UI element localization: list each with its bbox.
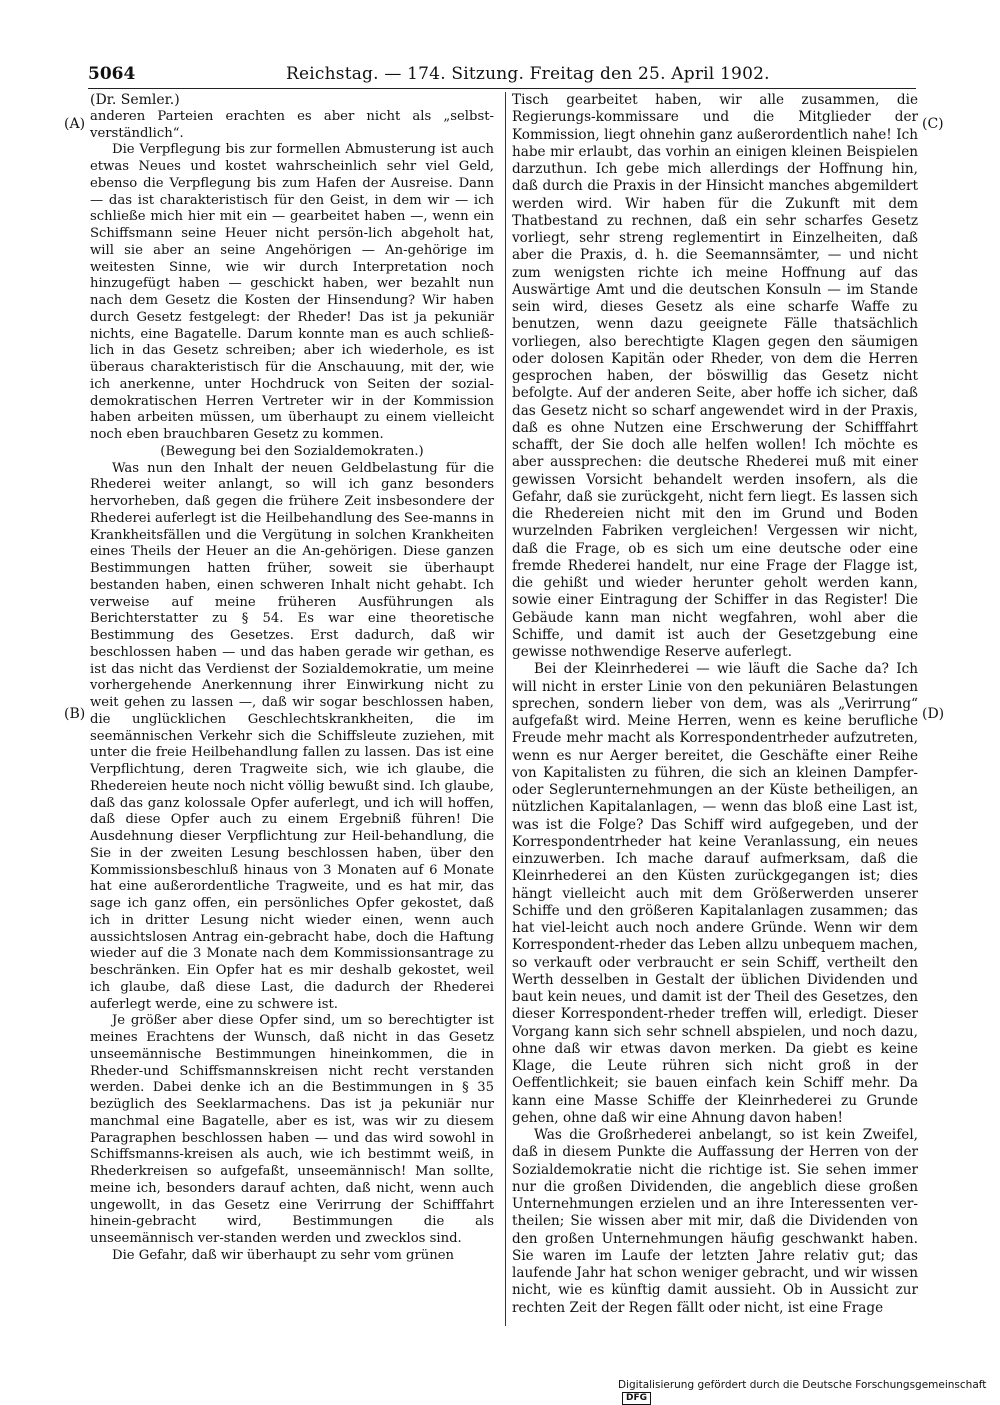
- paragraph: Die Verpflegung bis zur formellen Abmusterung ist auch etwas Neues und kostet wahrscheinlich sehr viel Geld, ebenso die Verpflegung bis zum Hafen der Ausreise. Dann — das ist charakteristisch für den Geist, in dem wir — ich schließe mich hier mit ein — gearbeitet haben —, wenn ein Schiffsmann seine Heuer nicht persön-lich abgeholt hat, will sie aber an seine Angehörigen — An-gehörige im weitesten Sinne, wie wir durch Interpretation noch hinzugefügt haben — geschickt haben, wer bezahlt nun nach dem Gesetz die Kosten der Hinsendung? Wir haben durch Gesetz festgelegt: der Rheder! Das ist ja pekuniär nichts, eine Bagatelle. Darum konnte man es auch schließ-lich in das Gesetz schreiben; aber ich wiederhole, es ist überaus charakteristisch für die Anschauung, mit der, wie ich anerkenne, unter Hochdruck von Seiten der sozial-demokratischen Herren Vertreter wir in der Kommission haben arbeiten müssen, um überhaupt zu einem vielleicht noch eben brauchbaren Gesetz zu kommen.: [90, 142, 494, 442]
- header-rule: [88, 88, 916, 89]
- paragraph: Was nun den Inhalt der neuen Geldbelastung für die Rhederei weiter anlangt, so will ich ganz besonders hervorheben, daß gegen die frühere Zeit insbesondere der Rhederei auferlegt ist die Heilbehandlung des See-manns in Krankheitsfällen und die Vergütung in solchen Krankheiten eines Theils der Heuer an die An-gehörigen. Diese ganzen Bestimmungen hatten früher, soweit sie überhaupt bestanden haben, einen schweren Inhalt nicht gehabt. Ich verweise auf meine früheren Ausführungen als Berichterstatter zu § 54. Es war eine theoretische Bestimmung des Gesetzes. Erst dadurch, daß wir beschlossen haben — und das haben gerade wir gethan, es ist das nicht das Verdienst der Sozialdemokratie, um meine vorhergehende Anerkennung ihrer Einwirkung nicht zu weit gehen zu lassen —, daß wir sogar beschlossen haben, die unglücklichen Geschlechtskrankheiten, die im seemännischen Verkehr sich die Schiffsleute zuziehen, mit unter die freie Heilbehandlung fallen zu lassen. Das ist eine Verpflichtung, deren Tragweite sich, wie ich glaube, die Rhedereien heute noch nicht völlig bewußt sind. Ich glaube, daß das ganz kolossale Opfer auferlegt, und ich will hoffen, daß diese Opfer auch zu einem Ergebniß führen! Die Ausdehnung dieser Verpflichtung zur Heil-behandlung, die Sie in der zweiten Lesung beschlossen haben, über den Kommissionsbeschluß hinaus von 3 Monaten auf 6 Monate hat eine außerordentliche Tragweite, und es hat mir, das sage ich ganz offen, ein persönliches Opfer gekostet, daß ich in dritter Lesung nicht wieder einen, wenn auch aussichtslosen Antrag ein-gebracht habe, doch die Haftung wieder auf die 3 Monate nach dem Kommissionsantrage zu beschränken. Ein Opfer hat es mir deshalb gekostet, weil ich glaube, daß diese Last, die dadurch der Rhederei auferlegt werde, eine zu schwere ist.: [90, 460, 495, 1012]
- left-column: [90, 92, 494, 1265]
- margin-marker-d: (D): [922, 706, 945, 722]
- right-column: [512, 92, 918, 1317]
- paragraph: Je größer aber diese Opfer sind, um so berechtigter ist meines Erachtens der Wunsch, daß nicht in das Gesetz unseemännische Bestimmungen hineinkommen, die in Rheder-und Schiffsmannskreisen nicht recht verstanden werden. Dabei denke ich an die Bestimmungen in § 35 bezüglich des Seeklarmachens. Das ist ja pekuniär nur manchmal eine Bagatelle, aber es ist, was wir zu diesem Paragraphen beschlossen haben — und das wird sowohl in Schiffsmanns-kreisen als auch, wie ich bestimmt weiß, in Rhederkreisen so aufgefaßt, unseemännisch! Man sollte, meine ich, besonders darauf achten, daß nicht, wenn auch ungewollt, in das Gesetz eine Verirrung der Schifffahrt hinein-gebracht wird, Bestimmungen die als unseemännisch ver-standen werden und zwecklos sind.: [90, 1013, 494, 1246]
- paragraph: anderen Parteien erachten es aber nicht als „selbst-verständlich“.: [90, 108, 494, 141]
- running-title: Reichstag. — 174. Sitzung. Freitag den 25. April 1902.: [286, 64, 770, 84]
- page-header: [88, 62, 916, 88]
- paragraph: Die Gefahr, daß wir überhaupt zu sehr vom grünen: [112, 1247, 455, 1263]
- footer-text: Digitalisierung gefördert durch die Deutsche Forschungsgemeinschaft: [618, 1379, 987, 1391]
- dfg-logo: DFG: [622, 1392, 651, 1405]
- margin-marker-b: (B): [64, 706, 86, 722]
- margin-marker-a: (A): [64, 116, 86, 132]
- paragraph: Was die Großrhederei anbelangt, so ist kein Zweifel, daß in diesem Punkte die Auffassung der Herren von der Sozialdemokratie nicht die richtige ist. Sie sehen immer nur die großen Dividenden, die angeblich diese großen Unternehmungen erzielen und an ihre Interessenten ver-theilen; Sie wissen aber mit mir, daß die Dividenden von den großen Unternehmungen häufig geschwankt haben. Sie waren im Laufe der letzten Jahre relativ gut; das laufende Jahr hat schon weniger gebracht, und wir wissen nicht, wie es künftig damit aussieht. Ob in Aussicht zur rechten Zeit der Regen fällt oder nicht, ist eine Frage: [512, 1127, 918, 1316]
- paragraph: Bei der Kleinrhederei — wie läuft die Sache da? Ich will nicht in erster Linie von den pekuniären Belastungen sprechen, sondern lieber von dem, was als „Verirrung“ aufgefaßt wird. Meine Herren, wenn es keine berufliche Freude mehr macht als Korrespondentrheder aufzutreten, wenn es nur Aerger bereitet, die Geschäfte einer Reihe von Kapitalisten zu führen, die sich an kleinen Dampfer- oder Seglerunternehmungen an der Küste betheiligen, an nützlichen Kapitalanlagen, — wenn das bloß eine Last ist, was ist die Folge? Das Schiff wird aufgegeben, und der Korrespondentrheder hat keine Veranlassung, ein neues einzuwerben. Ich mache darauf aufmerksam, daß die Kleinrhederei an den Küsten zurückgegangen ist; dies hängt vielleicht auch mit dem Größerwerden unserer Schiffe und den größeren Kapitalanlagen zusammen; das hat viel-leicht auch noch andere Gründe. Wenn wir dem Korrespondent-rheder das Leben allzu unbequem machen, so verkauft oder verbraucht er sein Schiff, vertheilt den Werth desselben in Gestalt der üblichen Dividenden und baut kein neues, und damit ist der Theil des Gesetzes, den dieser Korrespondent-rheder treffen will, erledigt. Dieser Vorgang kann sich sehr schnell abspielen, und noch dazu, ohne daß wir etwas davon merken. Da giebt es keine Klage, die Leute rühren sich nicht groß in der Oeffentlichkeit; sie bauen einfach kein Schiff mehr. Da kann eine Masse Schiffe der Kleinrhederei zu Grunde gehen, ohne daß wir eine Ahnung davon haben!: [512, 661, 918, 1126]
- page-number: 5064: [88, 64, 136, 84]
- paragraph: Tisch gearbeitet haben, wir alle zusammen, die Regierungs-kommissare und die Mitglieder der Kommission, liegt ohnehin ganz außerordentlich nahe! Ich habe mir erlaubt, das vorhin an einigen kleinen Beispielen darzuthun. Ich gebe mich allerdings der Hoffnung hin, daß durch die Praxis in der Hinsicht manches abgemildert werden wird. Wir haben für die Zukunft mit dem Thatbestand zu rechnen, daß ein sehr scharfes Gesetz vorliegt, sehr streng reglementirt in Einzelheiten, daß aber die Praxis, d. h. die Seemannsämter, — und nicht zum wenigsten richte ich meine Hoffnung auf das Auswärtige Amt und die deutschen Konsuln — im Stande sein wird, dieses Gesetz als eine scharfe Waffe zu benutzen, wenn dazu geeignete Fälle thatsächlich vorliegen, also berechtigte Klagen gegen den säumigen oder dolosen Kapitän oder Rheder, von dem die Herren gesprochen haben, der böswillig das Gesetz nicht befolgte. Auf der anderen Seite, aber hoffe ich sicher, daß das Gesetz nicht so scharf angewendet wird in der Praxis, daß es ohne Nutzen eine Erschwerung der Schifffahrt schafft, der Sie doch alle helfen wollen! Ich möchte es aber aussprechen: die deutsche Rhederei muß mit einer gewissen Vorsicht behandelt werden insofern, als die Gefahr, daß sie zurückgeht, nicht fern liegt. Es lassen sich die Rhedereien nicht mit den im Grund und Boden wurzelnden Fabriken vergleichen! Vergessen wir nicht, daß die Frage, ob es sich um eine deutsche oder eine fremde Rhederei handelt, nur eine Frage der Flagge ist, die gehißt und wieder herunter geholt werden kann, sowie einer Eintragung der Schiffer in das Register! Die Gebäude kann man nicht wegfahren, wohl aber die Schiffe, und damit ist auch der Gesetzgebung eine gewisse nothwendige Reserve auferlegt.: [512, 92, 918, 660]
- speaker-label: (Dr. Semler.): [90, 92, 180, 108]
- digitization-footer: [618, 1379, 998, 1403]
- interjection: (Bewegung bei den Sozialdemokraten.): [160, 443, 424, 459]
- column-divider: [505, 92, 506, 1326]
- margin-marker-c: (C): [922, 116, 944, 132]
